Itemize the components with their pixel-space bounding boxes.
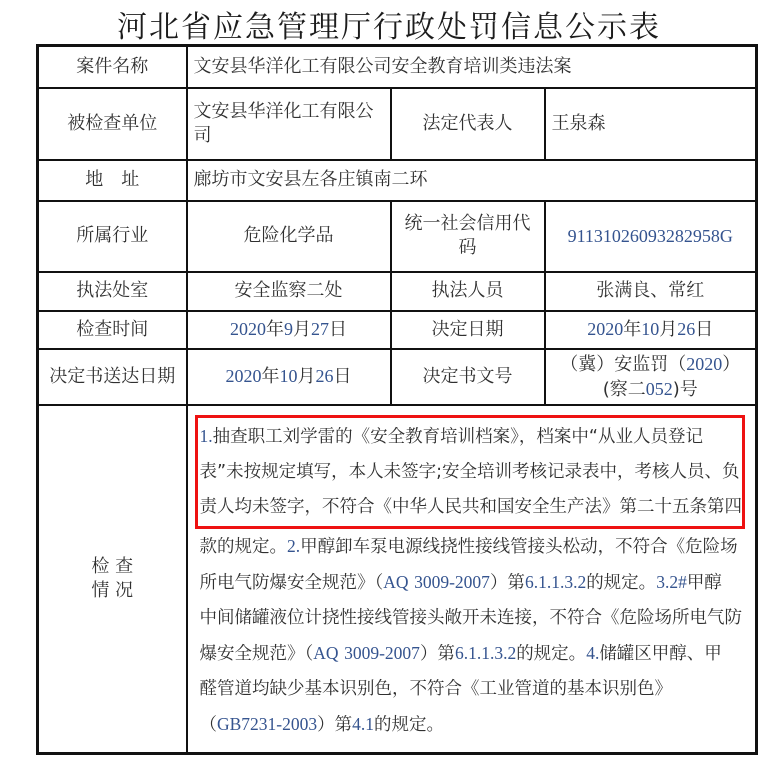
staff-label: 执法人员 xyxy=(391,272,545,311)
industry-label: 所属行业 xyxy=(38,201,187,272)
row-inspect-date xyxy=(38,311,757,349)
credit-code-label: 统一社会信用代码 xyxy=(391,201,545,272)
inspection-text-line: 责人均未签字，不符合《中华人民共和国安全生产法》第二十五条第四 xyxy=(199,496,742,517)
staff-value: 张满良、常红 xyxy=(545,272,757,311)
inspection-body xyxy=(187,405,757,754)
legal-rep-label: 法定代表人 xyxy=(391,88,545,160)
address-label: 地 址 xyxy=(38,160,187,201)
penalty-info-table xyxy=(36,44,758,755)
inspection-label xyxy=(38,405,187,754)
inspection-text-line: 爆安全规范》（AQ 3009-2007）第6.1.1.3.2的规定。4.储罐区甲醇、甲 xyxy=(199,642,722,664)
inspection-label-line2: 情 况 xyxy=(91,579,134,601)
inspection-text-line: （GB7231-2003）第4.1的规定。 xyxy=(199,713,445,735)
row-delivery xyxy=(38,349,757,405)
office-value: 安全监察二处 xyxy=(187,272,391,311)
inspection-text-line: 款的规定。2.甲醇卸车泵电源线挠性接线管接头松动，不符合《危险场 xyxy=(199,535,738,557)
delivery-date-label: 决定书送达日期 xyxy=(38,349,187,405)
legal-rep-value: 王泉森 xyxy=(545,88,757,160)
doc-number-line2: (察二052)号 xyxy=(602,378,698,400)
inspected-unit-value: 文安县华洋化工有限公司 xyxy=(187,88,391,160)
row-inspected-unit xyxy=(38,88,757,160)
row-inspection xyxy=(38,405,757,754)
inspected-unit-label: 被检查单位 xyxy=(38,88,187,160)
inspection-text-line: 表”未按规定填写，本人未签字;安全培训考核记录表中，考核人员、负 xyxy=(199,461,740,482)
case-name-value: 文安县华洋化工有限公司安全教育培训类违法案 xyxy=(187,46,757,88)
doc-number-value xyxy=(545,349,757,405)
inspection-text-line: 所电气防爆安全规范》（AQ 3009-2007）第6.1.1.3.2的规定。3.2#甲醇 xyxy=(199,571,722,593)
inspection-text-line: 醛管道均缺少基本识别色，不符合《工业管道的基本识别色》 xyxy=(199,678,672,699)
inspect-date-label: 检查时间 xyxy=(38,311,187,349)
case-name-label: 案件名称 xyxy=(38,46,187,88)
office-label: 执法处室 xyxy=(38,272,187,311)
violation-highlight-box xyxy=(195,415,746,529)
document-title: 河北省应急管理厅行政处罚信息公示表 xyxy=(117,10,661,45)
inspection-text-line: 1.抽查职工刘学雷的《安全教育培训档案》，档案中“从业人员登记 xyxy=(199,425,703,447)
doc-number-label: 决定书文号 xyxy=(391,349,545,405)
row-case-name xyxy=(38,46,757,88)
inspection-label-line1: 检 查 xyxy=(91,555,134,577)
decision-date-label: 决定日期 xyxy=(391,311,545,349)
decision-date-value: 2020年10月26日 xyxy=(545,311,757,349)
doc-number-line1: （冀）安监罚（2020） xyxy=(560,353,741,375)
delivery-date-value: 2020年10月26日 xyxy=(187,349,391,405)
row-office xyxy=(38,272,757,311)
row-address xyxy=(38,160,757,201)
industry-value: 危险化学品 xyxy=(187,201,391,272)
address-value: 廊坊市文安县左各庄镇南二环 xyxy=(187,160,757,201)
credit-code-value: 91131026093282958G xyxy=(545,201,757,272)
inspect-date-value: 2020年9月27日 xyxy=(187,311,391,349)
inspection-text-line: 中间储罐液位计挠性接线管接头敞开未连接，不符合《危险场所电气防 xyxy=(199,607,742,628)
row-industry xyxy=(38,201,757,272)
